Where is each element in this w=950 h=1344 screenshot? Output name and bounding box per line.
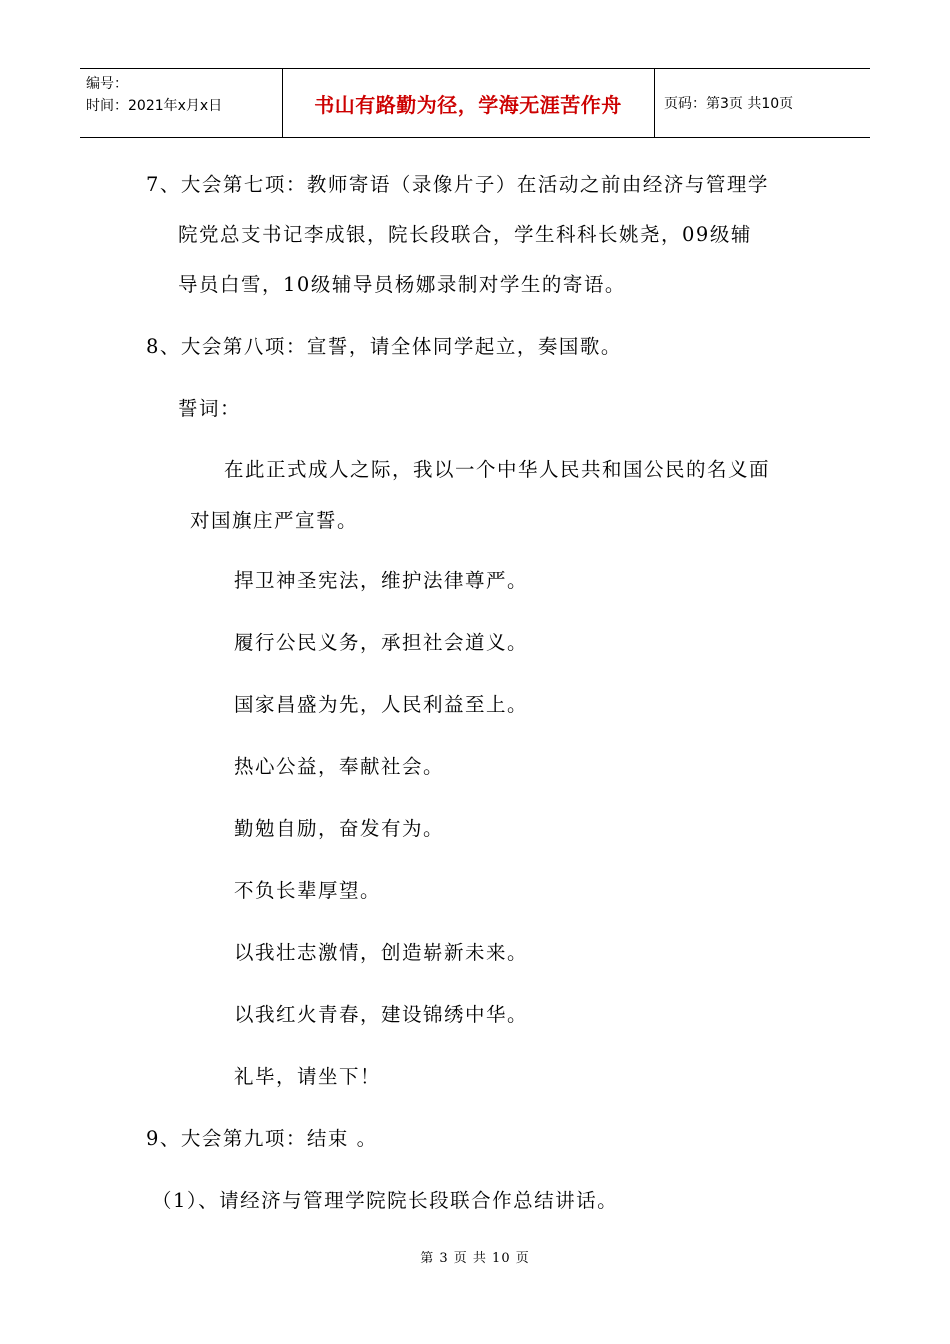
agenda-item-7-line-3: 导员白雪，10级辅导员杨娜录制对学生的寄语。 <box>178 273 626 296</box>
oath-line-6: 不负长辈厚望。 <box>234 879 382 902</box>
agenda-item-7-line-2: 院党总支书记李成银，院长段联合，学生科科长姚尧，09级辅 <box>178 223 752 246</box>
oath-heading: 誓词： <box>178 397 242 420</box>
page-footer: 第 3 页 共 10 页 <box>420 1251 530 1266</box>
oath-intro-line-2: 对国旗庄严宣誓。 <box>190 509 359 532</box>
document-number-label: 编号： <box>86 76 128 92</box>
oath-line-3: 国家昌盛为先，人民利益至上。 <box>234 693 529 716</box>
agenda-item-9-sub-1: （1）、请经济与管理学院院长段联合作总结讲话。 <box>152 1189 619 1212</box>
header-divider-right <box>654 69 655 137</box>
oath-intro-line-1: 在此正式成人之际，我以一个中华人民共和国公民的名义面 <box>224 458 771 481</box>
page-header <box>80 68 870 138</box>
header-motto: 书山有路勤为径，学海无涯苦作舟 <box>314 92 622 117</box>
agenda-item-9: 9、大会第九项：结束 。 <box>146 1127 378 1150</box>
oath-line-8: 以我红火青春，建设锦绣中华。 <box>234 1003 529 1026</box>
oath-closing: 礼毕，请坐下！ <box>234 1065 382 1088</box>
document-time-label: 时间：2021年x月x日 <box>86 98 223 114</box>
oath-line-5: 勤勉自励，奋发有为。 <box>234 817 445 840</box>
agenda-item-8: 8、大会第八项：宣誓，请全体同学起立，奏国歌。 <box>146 335 622 358</box>
oath-line-7: 以我壮志激情，创造崭新未来。 <box>234 941 529 964</box>
oath-line-2: 履行公民义务，承担社会道义。 <box>234 631 529 654</box>
header-page-number: 页码：第3页 共10页 <box>664 96 794 112</box>
oath-line-1: 捍卫神圣宪法，维护法律尊严。 <box>234 569 529 592</box>
agenda-item-7-line-1: 7、大会第七项：教师寄语（录像片子）在活动之前由经济与管理学 <box>146 173 769 196</box>
header-meta <box>86 73 222 117</box>
oath-line-4: 热心公益，奉献社会。 <box>234 755 445 778</box>
